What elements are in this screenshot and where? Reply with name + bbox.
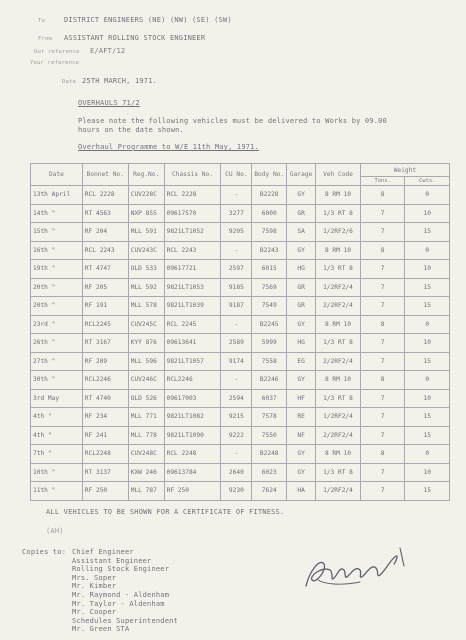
row-date: 15th " [31, 223, 83, 242]
row-body-no: 7558 [252, 352, 287, 371]
row-date: 10th " [31, 463, 83, 482]
row-date: 4th " [31, 408, 83, 427]
table-row [31, 241, 450, 260]
recipient: DISTRICT ENGINEERS (NE) (NW) (SE) (SW) [64, 16, 232, 24]
row-veh-code: 8 RM 10 [316, 315, 361, 334]
row-body-no: 6000 [252, 204, 287, 223]
row-date: 16th " [31, 241, 83, 260]
row-veh-code: 1/3 RT 8 [316, 260, 361, 279]
row-body-no: B2243 [252, 241, 287, 260]
row-weight-cwts: 0 [405, 445, 450, 464]
date-label: Date [62, 79, 77, 85]
row-garage: HG [287, 260, 316, 279]
col-chassis-no: Chassis No. [164, 164, 221, 186]
handwritten-signature [300, 540, 420, 600]
row-cu-no: 9174 [221, 352, 252, 371]
row-weight-cwts: 0 [405, 315, 450, 334]
table-row [31, 204, 450, 223]
row-body-no: 7549 [252, 297, 287, 316]
copy-recipient: Chief Engineer [72, 548, 134, 556]
row-bonnet-no: RT 3167 [82, 334, 128, 353]
row-bonnet-no: RT 4747 [82, 260, 128, 279]
row-veh-code: 1/3 RT 8 [316, 204, 361, 223]
row-cu-no: 2594 [221, 389, 252, 408]
row-chassis-no: 9821LT1082 [164, 408, 221, 427]
table-row [31, 297, 450, 316]
row-reg-no: CUV246C [128, 371, 164, 390]
row-weight-tons: 7 [360, 408, 405, 427]
row-weight-cwts: 15 [405, 223, 450, 242]
row-weight-tons: 7 [360, 223, 405, 242]
intro-line-1: Please note the following vehicles must be delivered to Works by 09.00 [78, 117, 388, 125]
intro-line-2: hours on the date shown. [78, 126, 184, 134]
row-weight-cwts: 15 [405, 278, 450, 297]
row-veh-code: 1/2RF2/4 [316, 408, 361, 427]
row-weight-cwts: 15 [405, 297, 450, 316]
row-bonnet-no: RF 234 [82, 408, 128, 427]
row-bonnet-no: RCL2246 [82, 371, 128, 390]
row-body-no: 5999 [252, 334, 287, 353]
row-garage: SA [287, 223, 316, 242]
row-date: 7th " [31, 445, 83, 464]
table-row [31, 334, 450, 353]
col-weight-tons: Tons. [360, 177, 405, 186]
table-row [31, 315, 450, 334]
row-body-no: B2245 [252, 315, 287, 334]
our-reference: E/AFT/12 [90, 47, 126, 55]
sender: ASSISTANT ROLLING STOCK ENGINEER [64, 34, 206, 42]
row-veh-code: 1/2RF2/4 [316, 278, 361, 297]
row-veh-code: 2/2RF2/4 [316, 297, 361, 316]
col-date: Date [31, 164, 83, 186]
row-weight-cwts: 10 [405, 463, 450, 482]
row-cu-no: 2597 [221, 260, 252, 279]
table-row [31, 278, 450, 297]
row-date: 19th " [31, 260, 83, 279]
row-garage: HF [287, 389, 316, 408]
row-veh-code: 8 RM 10 [316, 241, 361, 260]
to-label: To [38, 18, 46, 24]
row-reg-no: CUV243C [128, 241, 164, 260]
col-garage: Garage [287, 164, 316, 186]
copy-recipient: Mr. Taylor - Aldenham [72, 599, 165, 608]
row-weight-cwts: 0 [405, 186, 450, 205]
row-reg-no: MLL 771 [128, 408, 164, 427]
row-bonnet-no: RF 205 [82, 278, 128, 297]
row-reg-no: MLL 591 [128, 223, 164, 242]
row-date: 20th " [31, 297, 83, 316]
row-chassis-no: 09617570 [164, 204, 221, 223]
row-veh-code: 1/2RF2/4 [316, 482, 361, 501]
row-cu-no: 2589 [221, 334, 252, 353]
row-chassis-no: RCL2246 [164, 371, 221, 390]
row-date: 11th " [31, 482, 83, 501]
table-row [31, 408, 450, 427]
row-cu-no: 9187 [221, 297, 252, 316]
row-reg-no: NXP 855 [128, 204, 164, 223]
row-weight-tons: 7 [360, 352, 405, 371]
row-garage: GY [287, 241, 316, 260]
row-weight-cwts: 10 [405, 334, 450, 353]
row-chassis-no: RCL 2248 [164, 445, 221, 464]
row-garage: RE [287, 408, 316, 427]
row-chassis-no: 9821LT1090 [164, 426, 221, 445]
row-weight-tons: 8 [360, 186, 405, 205]
row-cu-no: 9185 [221, 278, 252, 297]
row-chassis-no: 9821LT1057 [164, 352, 221, 371]
row-reg-no: CUV248C [128, 445, 164, 464]
row-garage: GY [287, 186, 316, 205]
row-chassis-no: RCL 2245 [164, 315, 221, 334]
row-veh-code: 1/3 RT 8 [316, 463, 361, 482]
row-weight-tons: 7 [360, 463, 405, 482]
row-reg-no: KXW 246 [128, 463, 164, 482]
row-bonnet-no: RF 250 [82, 482, 128, 501]
row-weight-tons: 7 [360, 389, 405, 408]
fitness-note: ALL VEHICLES TO BE SHOWN FOR A CERTIFICATE OF FITNESS. [46, 508, 285, 516]
row-weight-cwts: 0 [405, 241, 450, 260]
copy-recipient: Mr. Cooper [72, 608, 117, 617]
row-weight-tons: 8 [360, 371, 405, 390]
row-weight-cwts: 15 [405, 482, 450, 501]
table-header-row [31, 164, 450, 177]
row-chassis-no: 9821LT1052 [164, 223, 221, 242]
row-reg-no: CUV245C [128, 315, 164, 334]
row-weight-tons: 7 [360, 334, 405, 353]
row-cu-no: 2640 [221, 463, 252, 482]
col-bonnet-no: Bonnet No. [82, 164, 128, 186]
row-veh-code: 2/2RF2/4 [316, 426, 361, 445]
row-date: 4th " [31, 426, 83, 445]
row-bonnet-no: RCL2245 [82, 315, 128, 334]
row-garage: EG [287, 352, 316, 371]
row-reg-no: MLL 578 [128, 297, 164, 316]
row-cu-no: 3277 [221, 204, 252, 223]
row-bonnet-no: RCL 2243 [82, 241, 128, 260]
row-chassis-no: RCL 2228 [164, 186, 221, 205]
row-body-no: 6037 [252, 389, 287, 408]
row-veh-code: 8 RM 10 [316, 445, 361, 464]
row-chassis-no: 09617721 [164, 260, 221, 279]
row-garage: GR [287, 204, 316, 223]
row-veh-code: 1/3 RT 8 [316, 389, 361, 408]
row-reg-no: MLL 596 [128, 352, 164, 371]
row-cu-no: 9215 [221, 408, 252, 427]
copy-recipient: Mrs. Soper [72, 573, 117, 582]
table-body [31, 186, 450, 501]
row-cu-no: - [221, 186, 252, 205]
row-chassis-no: RCL 2243 [164, 241, 221, 260]
our-ref-label: Our reference [34, 49, 80, 55]
row-garage: GY [287, 315, 316, 334]
row-weight-tons: 8 [360, 445, 405, 464]
row-garage: GR [287, 297, 316, 316]
row-weight-tons: 7 [360, 426, 405, 445]
row-reg-no: OLD 526 [128, 389, 164, 408]
copy-recipient: Assistant Engineer [72, 556, 152, 565]
row-weight-cwts: 0 [405, 371, 450, 390]
row-date: 26th " [31, 334, 83, 353]
row-chassis-no: 09613641 [164, 334, 221, 353]
col-body-no: Body No. [252, 164, 287, 186]
row-weight-tons: 7 [360, 297, 405, 316]
row-garage: GY [287, 463, 316, 482]
table-row [31, 445, 450, 464]
typist-initials: (AH) [46, 527, 64, 535]
col-weight: Weight [360, 164, 449, 177]
row-reg-no: KYY 876 [128, 334, 164, 353]
row-cu-no: - [221, 241, 252, 260]
row-bonnet-no: RF 209 [82, 352, 128, 371]
row-body-no: 6023 [252, 463, 287, 482]
row-chassis-no: RF 250 [164, 482, 221, 501]
row-body-no: B2248 [252, 445, 287, 464]
row-weight-tons: 8 [360, 315, 405, 334]
row-bonnet-no: RCL2248 [82, 445, 128, 464]
row-reg-no: MLL 778 [128, 426, 164, 445]
row-date: 20th " [31, 278, 83, 297]
your-ref-label: Your reference [30, 60, 80, 66]
row-garage: HG [287, 334, 316, 353]
table-row [31, 371, 450, 390]
copy-recipient: Mr. Green STA [72, 625, 130, 634]
table-row [31, 426, 450, 445]
row-weight-cwts: 15 [405, 352, 450, 371]
row-bonnet-no: RF 204 [82, 223, 128, 242]
table-row [31, 186, 450, 205]
row-cu-no: 9230 [221, 482, 252, 501]
row-veh-code: 1/3 RT 8 [316, 334, 361, 353]
table-row [31, 389, 450, 408]
row-cu-no: 9222 [221, 426, 252, 445]
table-row [31, 223, 450, 242]
copy-recipient: Mr. Raymond - Aldenham [72, 591, 170, 599]
row-bonnet-no: RCL 2228 [82, 186, 128, 205]
row-date: 14th " [31, 204, 83, 223]
programme-title: Overhaul Programme to W/E 11th May, 1971. [78, 143, 259, 151]
row-weight-cwts: 10 [405, 204, 450, 223]
row-bonnet-no: RT 4740 [82, 389, 128, 408]
table-row [31, 482, 450, 501]
row-bonnet-no: RT 3137 [82, 463, 128, 482]
copy-recipient: Schedules Superintendent [72, 616, 178, 625]
overhaul-schedule-table [30, 163, 450, 501]
row-cu-no: - [221, 371, 252, 390]
row-chassis-no: 09617003 [164, 389, 221, 408]
row-veh-code: 2/2RF2/4 [316, 352, 361, 371]
row-cu-no: - [221, 315, 252, 334]
row-reg-no: MLL 592 [128, 278, 164, 297]
row-body-no: 7578 [252, 408, 287, 427]
row-garage: GY [287, 371, 316, 390]
row-reg-no: CUV228C [128, 186, 164, 205]
row-body-no: 7569 [252, 278, 287, 297]
col-reg-no: Reg.No. [128, 164, 164, 186]
col-cu-no: CU No. [221, 164, 252, 186]
copies-label: Copies to: [22, 548, 67, 556]
row-chassis-no: 9821LT1053 [164, 278, 221, 297]
row-bonnet-no: RT 4563 [82, 204, 128, 223]
row-body-no: 7550 [252, 426, 287, 445]
row-date: 3rd May [31, 389, 83, 408]
row-date: 23rd " [31, 315, 83, 334]
row-reg-no: OLD 533 [128, 260, 164, 279]
table-row [31, 352, 450, 371]
row-weight-tons: 7 [360, 482, 405, 501]
row-weight-tons: 7 [360, 204, 405, 223]
row-date: 27th " [31, 352, 83, 371]
row-garage: NF [287, 426, 316, 445]
row-weight-cwts: 10 [405, 389, 450, 408]
row-veh-code: 1/2RF2/6 [316, 223, 361, 242]
row-cu-no: 9205 [221, 223, 252, 242]
row-body-no: B2246 [252, 371, 287, 390]
row-weight-tons: 7 [360, 260, 405, 279]
col-veh-code: Veh Code [316, 164, 361, 186]
row-reg-no: MLL 787 [128, 482, 164, 501]
row-garage: GY [287, 445, 316, 464]
row-chassis-no: 9821LT1039 [164, 297, 221, 316]
col-weight-cwts: Cwts. [405, 177, 450, 186]
row-body-no: 7624 [252, 482, 287, 501]
table-row [31, 260, 450, 279]
row-veh-code: 8 RM 10 [316, 371, 361, 390]
row-weight-tons: 8 [360, 241, 405, 260]
table-row [31, 463, 450, 482]
row-chassis-no: 09613784 [164, 463, 221, 482]
row-veh-code: 8 RM 10 [316, 186, 361, 205]
row-garage: GR [287, 278, 316, 297]
row-garage: HA [287, 482, 316, 501]
row-body-no: 6015 [252, 260, 287, 279]
row-body-no: B2228 [252, 186, 287, 205]
row-bonnet-no: RF 241 [82, 426, 128, 445]
row-cu-no: - [221, 445, 252, 464]
row-body-no: 7598 [252, 223, 287, 242]
row-date: 30th " [31, 371, 83, 390]
copy-recipient: Rolling Stock Engineer [72, 565, 170, 574]
row-bonnet-no: RF 191 [82, 297, 128, 316]
from-label: From [38, 36, 53, 42]
row-weight-cwts: 10 [405, 260, 450, 279]
copy-recipient: Mr. Kimber [72, 582, 117, 591]
row-weight-tons: 7 [360, 278, 405, 297]
row-date: 13th April [31, 186, 83, 205]
row-weight-cwts: 15 [405, 426, 450, 445]
subject: OVERHAULS 71/2 [78, 99, 140, 107]
row-weight-cwts: 15 [405, 408, 450, 427]
memo-date: 25TH MARCH, 1971. [82, 77, 158, 85]
